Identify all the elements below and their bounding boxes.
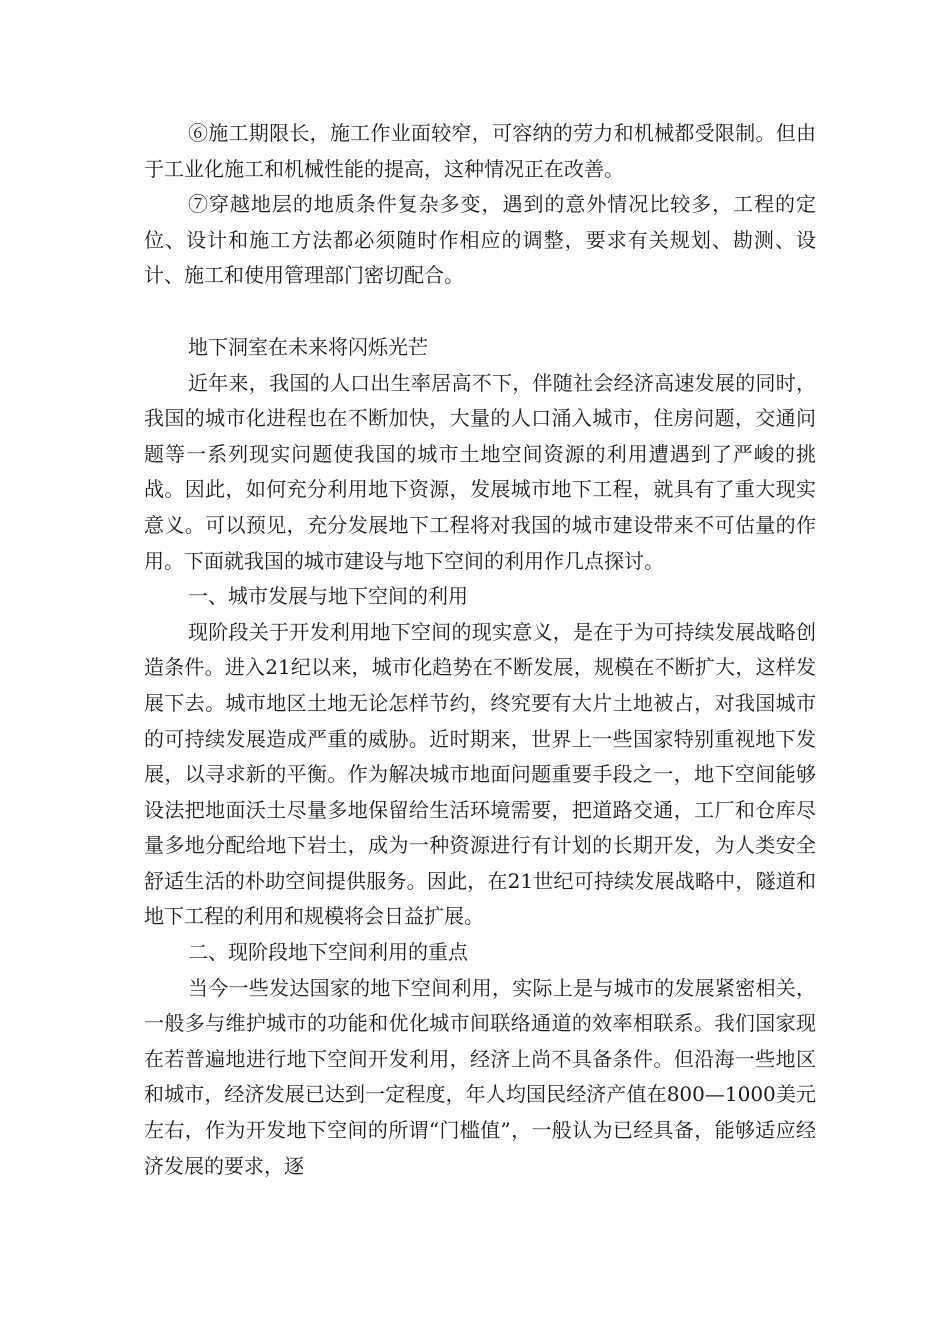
paragraph-gap [144, 294, 816, 330]
paragraph-item-6: ⑥施工期限长，施工作业面较窄，可容纳的劳力和机械都受限制。但由于工业化施工和机械性能的提高，这种情况正在改善。 [144, 121, 816, 181]
paragraph-item-7: ⑦穿越地层的地质条件复杂多变，遇到的意外情况比较多，工程的定位、设计和施工方法都必须随时作相应的调整，要求有关规划、勘测、设计、施工和使用管理部门密切配合。 [144, 192, 816, 288]
section-title: 地下洞室在未来将闪烁光芒 [188, 334, 428, 359]
body-urban-development: 现阶段关于开发利用地下空间的现实意义，是在于为可持续发展战略创造条件。进入21纪以来，城市化趋势在不断发展，规模在不断扩大，这样发展下去。城市地区土地无论怎样节约，终究要有大片土地被占，对我国城市的可持续发展造成严重的威胁。近时期来，世界上一些国家特别重视地下发展，以寻求新的平衡。作为解决城市地面问题重要手段之一，地下空间能够设法把地面沃土尽量多地保留给生活环境需要，把道路交通，工厂和仓库尽量多地分配给地下岩土，成为一种资源进行有计划的长期开发，为人类安全舒适生活的朴助空间提供服务。因此，在21世纪可持续发展战略中，隧道和地下工程的利用和规模将会日益扩展。 [144, 619, 816, 929]
body-current-focus: 当今一些发达国家的地下空间利用，实际上是与城市的发展紧密相关，一般多与维护城市的功能和优化城市间联络通道的效率相联系。我们国家现在若普遍地进行地下空间开发利用，经济上尚不具备条件。但沿海一些地区和城市，经济发展已达到一定程度，年人均国民经济产值在800—1000美元左右，作为开发地下空间的所谓“门槛值”，一般认为已经具备，能够适应经济发展的要求，逐 [144, 975, 816, 1178]
heading-urban-development: 一、城市发展与地下空间的利用 [188, 584, 468, 609]
intro-paragraph: 近年来，我国的人口出生率居高不下，伴随社会经济高速发展的同时，我国的城市化进程也在不断加快，大量的人口涌入城市，住房问题，交通问题等一系列现实问题使我国的城市土地空间资源的利用遭遇到了严峻的挑战。因此，如何充分利用地下资源，发展城市地下工程，就具有了重大现实意义。可以预见，充分发展地下工程将对我国的城市建设带来不可估量的作用。下面就我国的城市建设与地下空间的利用作几点探讨。 [144, 370, 816, 573]
heading-current-focus: 二、现阶段地下空间利用的重点 [188, 940, 468, 965]
document-body [144, 116, 816, 1184]
